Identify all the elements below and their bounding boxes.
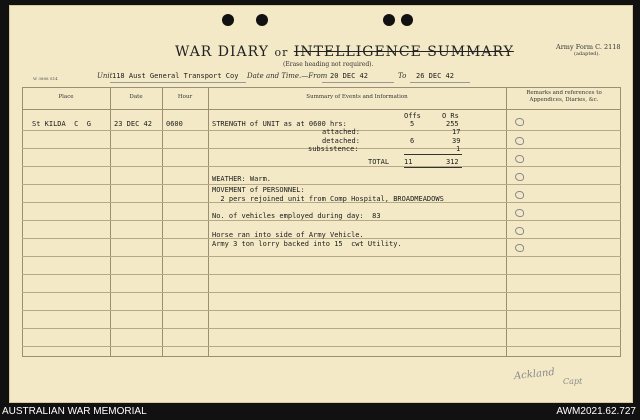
row-rule [22, 166, 621, 167]
strength-heading: STRENGTH of UNIT as at 0600 hrs: [212, 120, 347, 128]
to-underline [410, 82, 470, 83]
row-rule [22, 256, 621, 257]
total-ors: 312 [446, 158, 459, 166]
column-header-remarks: Remarks and references to Appendices, Diaries, &c. [526, 90, 602, 103]
row-rule [22, 346, 621, 347]
column-divider [506, 87, 507, 356]
subsistence-ors: 1 [456, 145, 461, 153]
unit-underline [110, 82, 246, 83]
punch-hole [256, 14, 268, 26]
remark-tick-icon [515, 155, 524, 163]
total-offs: 11 [404, 158, 413, 166]
column-header-summary: Summary of Events and Information [306, 94, 408, 100]
punch-hole [401, 14, 413, 26]
subsistence-label: subsistence: [308, 145, 359, 153]
remark-tick-icon [515, 173, 524, 181]
title-main: WAR DIARY [175, 44, 270, 60]
detached-ors: 39 [452, 137, 461, 145]
column-divider [208, 87, 209, 356]
punch-hole [383, 14, 395, 26]
form-reference: Army Form C. 2118 [556, 43, 621, 51]
column-header-date: Date [129, 94, 143, 100]
total-label: TOTAL [368, 158, 390, 166]
column-header-hour: Hour [177, 94, 193, 100]
remark-tick-icon [515, 191, 524, 199]
entry-date: 23 DEC 42 [114, 120, 152, 128]
accident-note-2: Army 3 ton lorry backed into 15 cwt Utility. [212, 240, 402, 248]
unit-label: Unit [97, 72, 113, 80]
table-bottom-border [22, 356, 621, 357]
title-struck: INTELLIGENCE SUMMARY [293, 44, 514, 60]
unit-value: 118 Aust General Transport Coy [112, 72, 239, 80]
remark-tick-icon [515, 118, 524, 126]
heading-note: (Erase heading not required). [283, 61, 374, 68]
offs-value: 5 [410, 120, 415, 128]
footer-institution: AUSTRALIAN WAR MEMORIAL [2, 406, 147, 417]
title-or: or [274, 46, 289, 59]
entry-hour: 0600 [166, 120, 183, 128]
weather-note: WEATHER: Warm. [212, 175, 272, 183]
column-divider [162, 87, 163, 356]
signature: Ackland [513, 366, 556, 383]
date-label: Date and Time.—From [247, 72, 328, 80]
footer-accession-number: AWM2021.62.727 [556, 406, 636, 417]
column-header-place: Place [58, 94, 74, 100]
punch-hole [222, 14, 234, 26]
to-label: To [398, 72, 407, 80]
row-rule [22, 310, 621, 311]
table-right-border [620, 87, 621, 356]
column-divider [110, 87, 111, 356]
row-rule [22, 184, 621, 185]
print-code: W 3888 S14 [33, 76, 58, 81]
page-title [175, 44, 514, 60]
ors-label: O Rs [442, 112, 459, 120]
entry-place: St KILDA C G [32, 120, 92, 128]
from-underline [322, 82, 394, 83]
date-to: 26 DEC 42 [416, 72, 454, 80]
table-left-border [22, 87, 23, 356]
form-sub: (adapted). [574, 51, 601, 57]
attached-label: attached: [322, 128, 360, 136]
remark-tick-icon [515, 227, 524, 235]
row-rule [22, 292, 621, 293]
movement-heading: MOVEMENT of PERSONNEL: [212, 186, 305, 194]
remark-tick-icon [515, 209, 524, 217]
row-rule [22, 220, 621, 221]
table-top-border [22, 87, 621, 88]
accident-note-1: Horse ran into side of Army Vehicle. [212, 231, 364, 239]
movement-detail: 2 pers rejoined unit from Comp Hospital, BROADMEADOWS [212, 195, 444, 203]
date-from: 20 DEC 42 [330, 72, 368, 80]
attached-ors: 17 [452, 128, 461, 136]
ors-value: 255 [446, 120, 459, 128]
header-bottom-border [22, 109, 621, 110]
detached-label: detached: [322, 137, 360, 145]
detached-offs: 6 [410, 137, 415, 145]
total-rule [404, 154, 462, 155]
signature-rank: Capt [563, 377, 583, 386]
vehicles-note: No. of vehicles employed during day: 83 [212, 212, 381, 220]
remark-tick-icon [515, 137, 524, 145]
total-double-rule [404, 167, 462, 168]
remark-tick-icon [515, 244, 524, 252]
row-rule [22, 328, 621, 329]
offs-label: Offs [404, 112, 421, 120]
row-rule [22, 274, 621, 275]
